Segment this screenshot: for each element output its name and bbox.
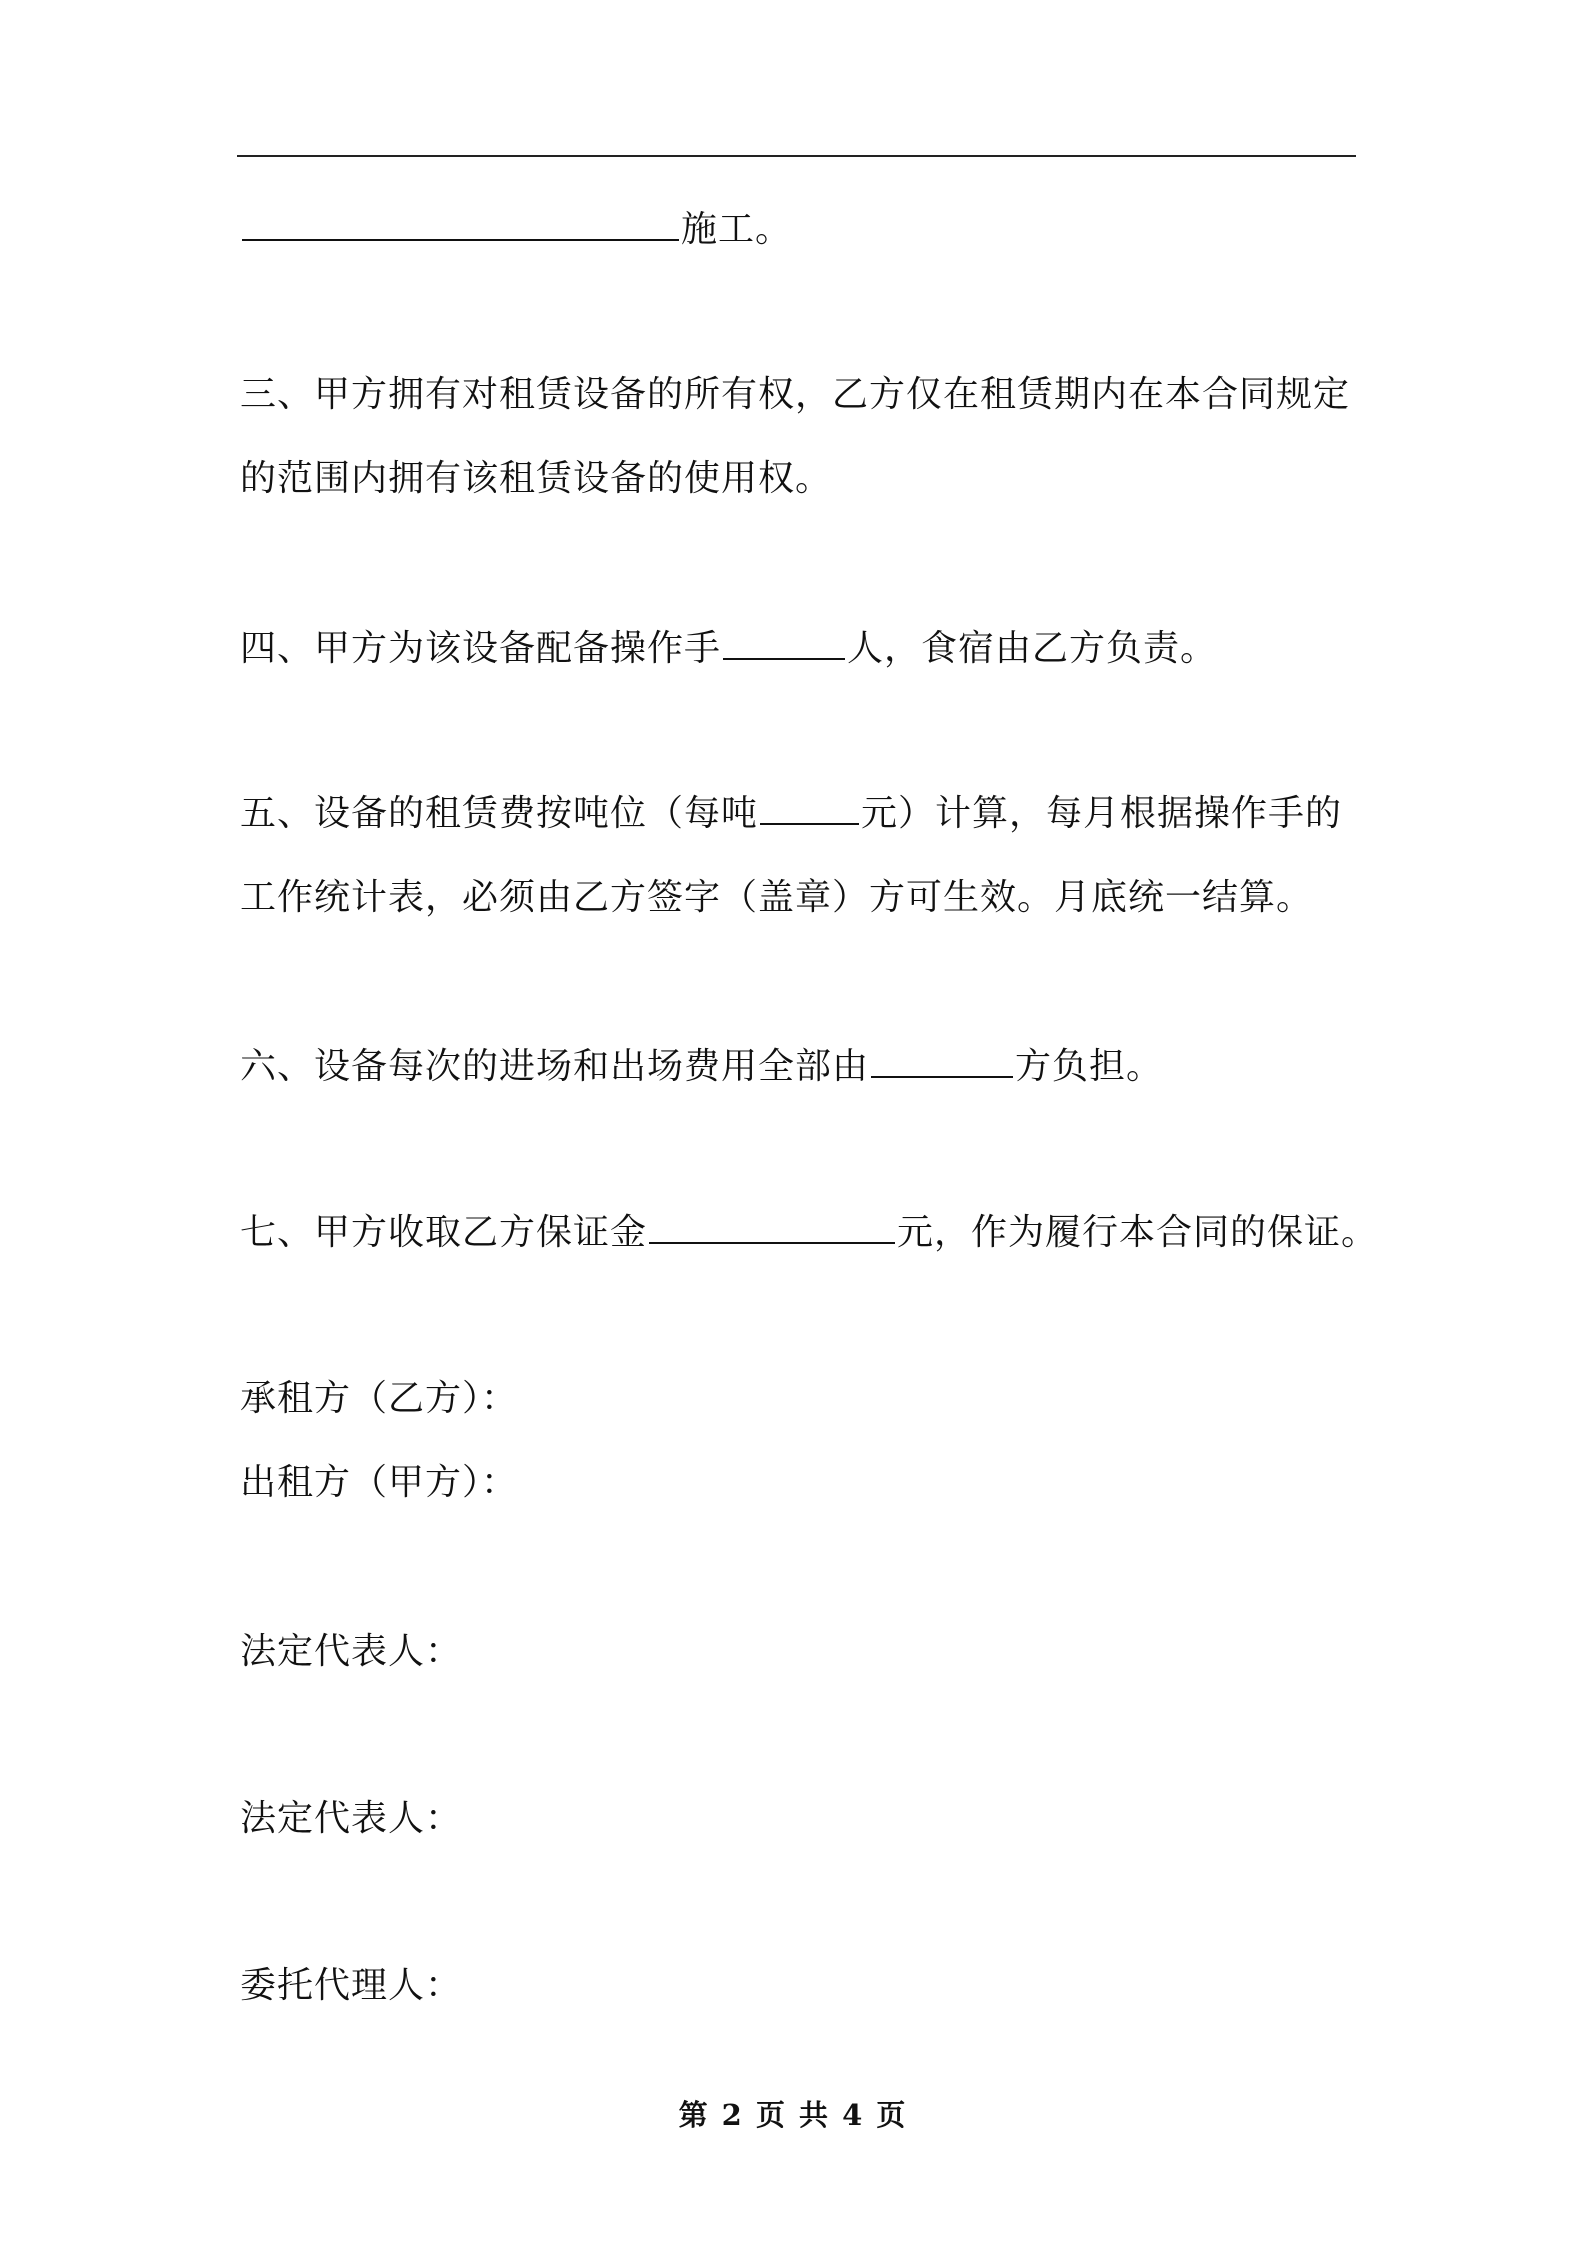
clause-7-before: 七、甲方收取乙方保证金 bbox=[240, 1212, 648, 1253]
clause-4-after: 人，食宿由乙方负责。 bbox=[847, 628, 1218, 669]
clause-7-after: 元，作为履行本合同的保证。 bbox=[897, 1212, 1379, 1253]
deposit-amount-blank[interactable] bbox=[649, 1212, 895, 1244]
clause-5-line-1 bbox=[240, 792, 1342, 836]
clause-4-before: 四、甲方为该设备配备操作手 bbox=[240, 628, 722, 669]
clause-6-after: 方负担。 bbox=[1015, 1046, 1164, 1087]
lessee-label: 承租方（乙方）： bbox=[240, 1378, 519, 1419]
fee-party-blank[interactable] bbox=[871, 1046, 1013, 1078]
clause-4-line bbox=[240, 627, 1217, 671]
clause-3-line-2: 的范围内拥有该租赁设备的使用权。 bbox=[240, 458, 833, 499]
blank-field[interactable] bbox=[242, 209, 679, 241]
lessor-label: 出租方（甲方）： bbox=[240, 1462, 519, 1503]
rate-per-ton-blank[interactable] bbox=[760, 793, 859, 825]
agent-label: 委托代理人： bbox=[240, 1965, 463, 2006]
clause-6-line bbox=[240, 1045, 1163, 1089]
continuation-line bbox=[240, 208, 792, 252]
page-number: 第 2 页 共 4 页 bbox=[678, 2098, 908, 2132]
operator-count-blank[interactable] bbox=[723, 628, 845, 660]
continuation-text: 施工。 bbox=[681, 209, 793, 250]
clause-5-after: 元）计算，每月根据操作手的 bbox=[861, 793, 1343, 834]
clause-5-before: 五、设备的租赁费按吨位（每吨 bbox=[240, 793, 759, 834]
clause-7-line bbox=[240, 1211, 1378, 1255]
legal-rep-label-2: 法定代表人： bbox=[240, 1798, 463, 1839]
clause-5-line-2: 工作统计表，必须由乙方签字（盖章）方可生效。月底统一结算。 bbox=[240, 877, 1314, 918]
clause-3-line-1: 三、甲方拥有对租赁设备的所有权，乙方仅在租赁期内在本合同规定 bbox=[240, 374, 1351, 415]
header-divider bbox=[237, 155, 1356, 157]
legal-rep-label-1: 法定代表人： bbox=[240, 1631, 463, 1672]
clause-6-before: 六、设备每次的进场和出场费用全部由 bbox=[240, 1046, 870, 1087]
